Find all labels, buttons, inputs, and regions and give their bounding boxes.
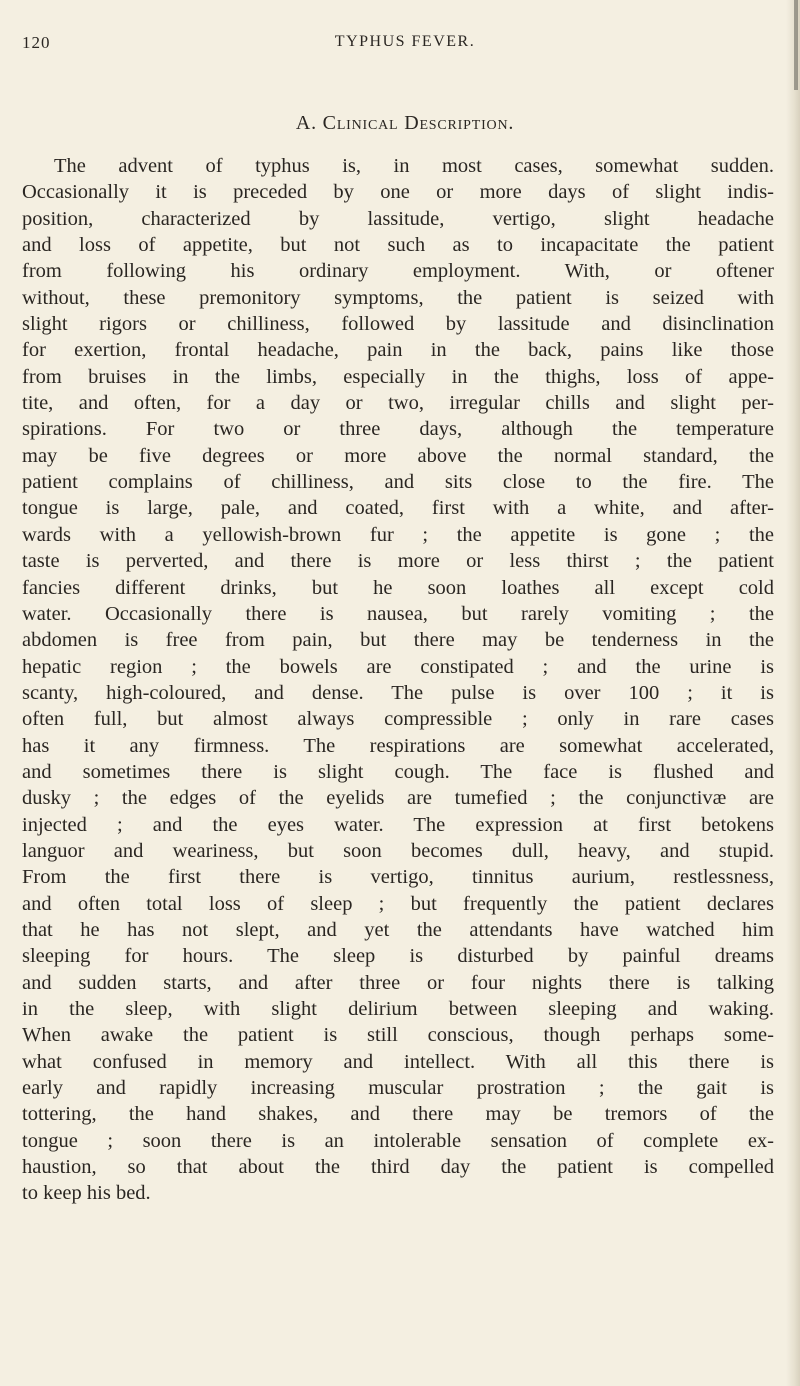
text-line: may be five degrees or more above the normal standard, the (22, 444, 774, 467)
text-line: what confused in memory and intellect. With all this there is (22, 1050, 774, 1073)
text-line: tottering, the hand shakes, and there may be tremors of the (22, 1103, 774, 1126)
text-line: and loss of appetite, but not such as to incapacitate the patient (22, 234, 774, 257)
text-line: without, these premonitory symptoms, the patient is seized with (22, 286, 774, 309)
text-line: often full, but almost always compressible ; only in rare cases (22, 708, 774, 731)
text-line: fancies different drinks, but he soon loathes all except cold (22, 576, 774, 599)
text-line: tongue ; soon there is an intolerable sensation of complete ex- (22, 1129, 774, 1152)
text-line: water. Occasionally there is nausea, but rarely vomiting ; the (22, 602, 774, 625)
text-line: from following his ordinary employment. With, or oftener (22, 260, 774, 283)
body-paragraph (22, 153, 774, 1207)
text-line: from bruises in the limbs, especially in the thighs, loss of appe- (22, 365, 774, 388)
text-line: to keep his bed. (22, 1182, 151, 1205)
text-line: sleeping for hours. The sleep is disturbed by painful dreams (22, 945, 774, 968)
text-line: that he has not slept, and yet the attendants have watched him (22, 918, 774, 941)
text-line: in the sleep, with slight delirium between sleeping and waking. (22, 998, 774, 1020)
text-line: From the first there is vertigo, tinnitus aurium, restlessness, (22, 866, 774, 889)
text-line: early and rapidly increasing muscular prostration ; the gait is (22, 1077, 774, 1100)
text-line: abdomen is free from pain, but there may be tenderness in the (22, 629, 774, 652)
running-head (0, 33, 800, 57)
text-line: wards with a yellowish-brown fur ; the appetite is gone ; the (22, 523, 774, 546)
section-heading: A. Clinical Description. (295, 112, 515, 134)
text-line: and sudden starts, and after three or four nights there is talking (22, 971, 774, 994)
text-line: scanty, high-coloured, and dense. The pulse is over 100 ; it is (22, 681, 774, 704)
running-title: TYPHUS FEVER. (334, 33, 476, 50)
page-number: 120 (22, 33, 51, 52)
text-line: position, characterized by lassitude, vertigo, slight headache (22, 207, 774, 230)
text-line: hepatic region ; the bowels are constipated ; and the urine is (22, 655, 774, 678)
text-line: has it any firmness. The respirations are somewhat accelerated, (22, 734, 774, 757)
text-line: haustion, so that about the third day the patient is compelled (22, 1156, 774, 1179)
text-line: dusky ; the edges of the eyelids are tumefied ; the conjunctivæ are (22, 787, 774, 810)
text-line: and sometimes there is slight cough. The face is flushed and (22, 760, 774, 783)
text-line: tongue is large, pale, and coated, first with a white, and after- (22, 497, 774, 520)
text-line: and often total loss of sleep ; but frequently the patient declares (22, 892, 774, 915)
text-line: slight rigors or chilliness, followed by lassitude and disinclination (22, 313, 774, 336)
text-line: for exertion, frontal headache, pain in the back, pains like those (22, 339, 774, 362)
text-line: The advent of typhus is, in most cases, somewhat sudden. (54, 155, 774, 177)
page-edge-shadow (786, 0, 800, 1386)
text-line: taste is perverted, and there is more or less thirst ; the patient (22, 550, 774, 573)
text-line: languor and weariness, but soon becomes dull, heavy, and stupid. (22, 839, 774, 862)
text-line: tite, and often, for a day or two, irregular chills and slight per- (22, 392, 774, 415)
text-line: spirations. For two or three days, although the temperature (22, 418, 774, 441)
text-line: injected ; and the eyes water. The expression at first betokens (22, 813, 774, 836)
text-line: patient complains of chilliness, and sits close to the fire. The (22, 471, 774, 494)
text-line: Occasionally it is preceded by one or more days of slight indis- (22, 181, 774, 204)
text-line: When awake the patient is still conscious, though perhaps some- (22, 1024, 774, 1047)
